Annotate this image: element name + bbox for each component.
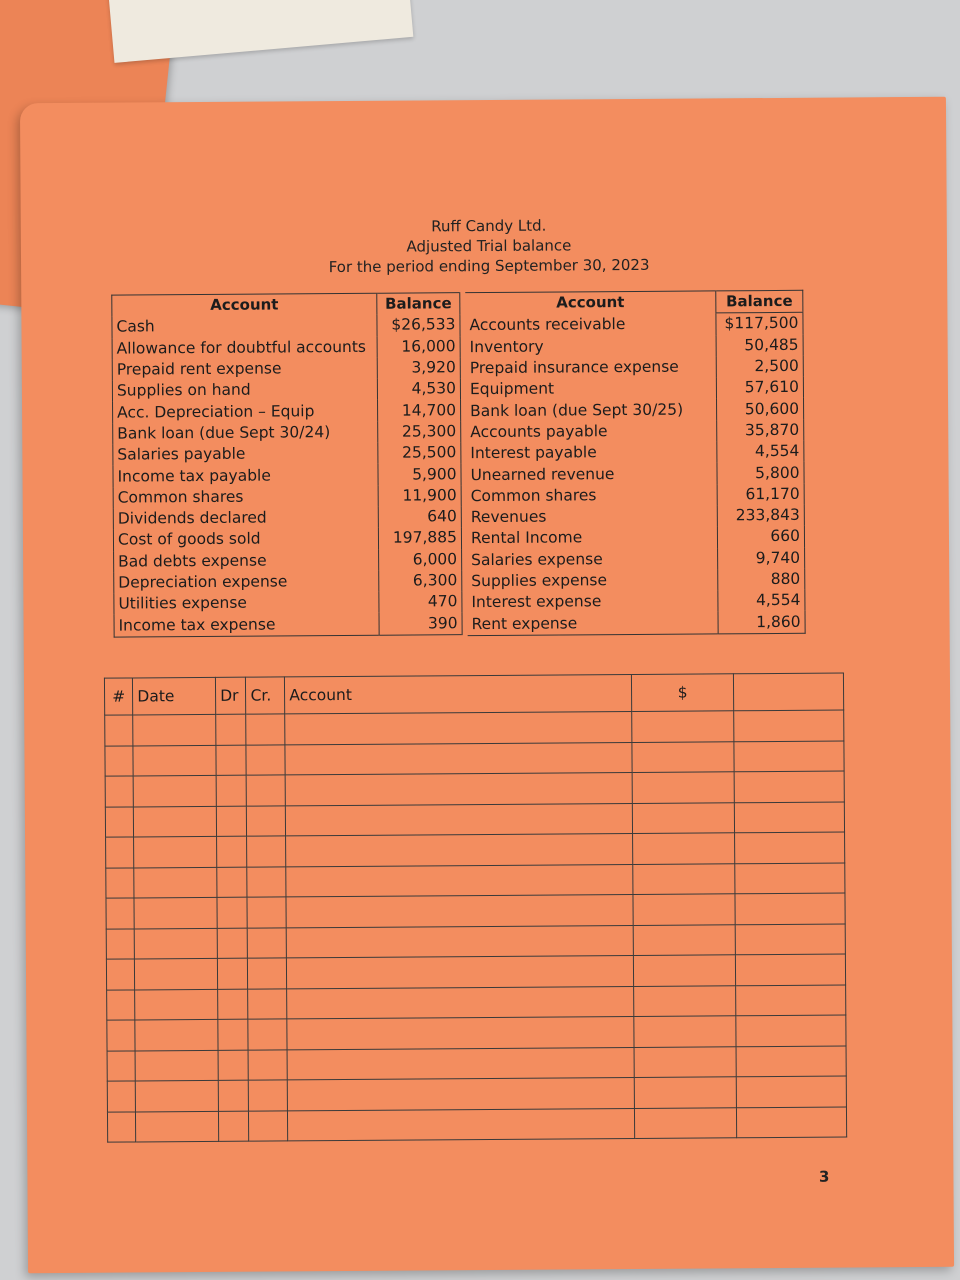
left-balance-cell: 6,000 (379, 549, 462, 571)
journal-credit-cell[interactable] (246, 744, 285, 775)
left-account-cell: Supplies on hand (112, 379, 377, 402)
journal-account-cell[interactable] (285, 711, 632, 744)
journal-account-cell[interactable] (285, 742, 632, 775)
journal-credit-cell[interactable] (248, 988, 287, 1019)
journal-debit-cell[interactable] (216, 745, 247, 776)
journal-credit-cell[interactable] (249, 1080, 288, 1111)
right-balance-cell: 50,600 (744, 399, 800, 418)
journal-amount-cell[interactable] (633, 863, 735, 894)
right-account-cell: Prepaid insurance expense (466, 356, 717, 379)
journal-extra-cell[interactable] (734, 802, 844, 833)
left-account-cell: Dividends declared (113, 507, 378, 530)
right-balance-cell: 5,800 (755, 463, 800, 482)
left-account-cell: Income tax payable (113, 464, 378, 487)
journal-amount-cell[interactable] (634, 1046, 736, 1077)
journal-account-cell[interactable] (286, 925, 633, 958)
journal-extra-cell[interactable] (736, 1015, 846, 1046)
left-balance-row (114, 570, 462, 594)
right-account-cell: Inventory (466, 335, 717, 358)
left-account-header: Account (112, 293, 377, 317)
left-balance-row (113, 400, 461, 424)
journal-extra-cell[interactable] (735, 954, 845, 985)
journal-date-cell[interactable] (133, 714, 216, 745)
right-balance-row (467, 505, 805, 529)
journal-credit-cell[interactable] (247, 775, 286, 806)
left-balance-cell: 390 (379, 613, 462, 635)
left-balance-cell: 16,000 (377, 336, 460, 358)
journal-credit-header: Cr. (246, 677, 285, 714)
journal-number-cell[interactable] (107, 989, 136, 1020)
journal-extra-cell[interactable] (734, 832, 844, 863)
right-balance-cell: 660 (770, 527, 801, 546)
right-account-cell: Bank loan (due Sept 30/25) (466, 399, 717, 422)
trial-balance-right (465, 290, 805, 636)
page-number: 3 (818, 1167, 830, 1186)
journal-amount-header: $ (632, 674, 734, 712)
journal-number-cell[interactable] (106, 837, 135, 868)
journal-extra-cell[interactable] (735, 893, 845, 924)
right-balance-row (467, 569, 805, 593)
left-balance-row (113, 421, 461, 445)
journal-number-cell[interactable] (106, 959, 135, 990)
journal-extra-cell[interactable] (734, 771, 844, 802)
journal-date-cell[interactable] (134, 806, 217, 837)
right-balance-row (466, 334, 804, 358)
right-balance-row (467, 547, 805, 571)
journal-amount-cell[interactable] (634, 1016, 736, 1047)
journal-number-cell[interactable] (105, 806, 134, 837)
journal-date-cell[interactable] (134, 928, 217, 959)
journal-number-header: # (104, 678, 133, 715)
left-balance-cell: 5,900 (378, 464, 461, 486)
left-balance-row (113, 442, 461, 466)
right-balance-row (466, 462, 804, 486)
right-account-cell: Revenues (467, 505, 718, 528)
white-paper-edge (107, 0, 414, 63)
journal-debit-cell[interactable] (217, 867, 248, 898)
left-balance-row (113, 464, 461, 488)
journal-date-header: Date (133, 677, 216, 715)
journal-account-cell[interactable] (287, 1047, 634, 1080)
journal-credit-cell[interactable] (247, 836, 286, 867)
report-title: Adjusted Trial balance (406, 236, 572, 256)
journal-number-cell[interactable] (105, 776, 134, 807)
journal-credit-cell[interactable] (247, 897, 286, 928)
journal-amount-cell[interactable] (634, 955, 736, 986)
journal-entry-table (104, 673, 847, 1143)
left-balance-row (114, 613, 462, 637)
company-name: Ruff Candy Ltd. (431, 216, 547, 236)
left-account-cell: Income tax expense (114, 613, 379, 637)
left-balance-cell: 640 (378, 506, 461, 528)
right-balance-cell: 50,485 (744, 335, 799, 354)
journal-amount-cell[interactable] (632, 711, 734, 742)
journal-date-cell[interactable] (133, 745, 216, 776)
left-balance-cell: 197,885 (378, 527, 461, 549)
journal-account-header: Account (285, 674, 632, 713)
left-account-cell: Salaries payable (113, 443, 378, 466)
right-account-cell: Accounts payable (466, 420, 717, 443)
report-heading (21, 213, 947, 279)
left-balance-cell: 25,300 (378, 421, 461, 443)
journal-amount-cell[interactable] (633, 802, 735, 833)
journal-amount-cell[interactable] (633, 894, 735, 925)
journal-credit-cell[interactable] (248, 927, 287, 958)
journal-credit-cell[interactable] (248, 958, 287, 989)
left-balance-cell: 4,530 (377, 378, 460, 400)
journal-number-cell[interactable] (107, 1081, 136, 1112)
journal-account-cell[interactable] (288, 1077, 635, 1110)
right-balance-row (466, 356, 804, 380)
journal-number-cell[interactable] (105, 715, 134, 746)
left-account-cell: Bad debts expense (114, 549, 379, 572)
journal-debit-cell[interactable] (216, 714, 247, 745)
report-period: For the period ending September 30, 2023 (328, 255, 650, 277)
left-balance-cell: 470 (379, 591, 462, 613)
right-balance-header: Balance (716, 290, 803, 313)
journal-amount-cell[interactable] (635, 1107, 737, 1138)
journal-extra-cell[interactable] (736, 1046, 846, 1077)
left-account-cell: Acc. Depreciation – Equip (113, 400, 378, 423)
worksheet-page (20, 97, 954, 1273)
journal-account-cell[interactable] (286, 864, 633, 897)
journal-debit-cell[interactable] (217, 958, 248, 989)
left-balance-row (113, 485, 461, 509)
journal-date-cell[interactable] (134, 897, 217, 928)
right-balance-row (468, 611, 806, 635)
journal-credit-cell[interactable] (247, 866, 286, 897)
left-balance-cell: 14,700 (378, 400, 461, 422)
journal-extra-header (733, 673, 843, 711)
journal-credit-cell[interactable] (249, 1049, 288, 1080)
journal-account-cell[interactable] (285, 772, 632, 805)
right-balance-row (466, 441, 804, 465)
left-balance-cell: 6,300 (379, 570, 462, 592)
right-account-cell: Rental Income (467, 527, 718, 550)
journal-account-cell[interactable] (286, 894, 633, 927)
right-balance-cell: 4,554 (755, 591, 801, 610)
journal-debit-cell[interactable] (218, 1019, 249, 1050)
journal-debit-cell[interactable] (217, 836, 248, 867)
left-balance-row (114, 549, 462, 573)
journal-date-cell[interactable] (133, 775, 216, 806)
journal-date-cell[interactable] (136, 1080, 219, 1111)
left-account-cell: Common shares (113, 485, 378, 508)
right-balance-row (466, 377, 804, 401)
right-balance-cell: 9,740 (755, 548, 801, 567)
journal-amount-cell[interactable] (634, 985, 736, 1016)
right-balance-row (467, 526, 805, 550)
journal-amount-cell[interactable] (633, 833, 735, 864)
journal-date-cell[interactable] (135, 958, 218, 989)
journal-number-cell[interactable] (107, 1050, 136, 1081)
left-balance-row (113, 506, 461, 530)
right-balance-cell: 35,870 (744, 420, 800, 440)
journal-credit-cell[interactable] (247, 805, 286, 836)
journal-extra-cell[interactable] (736, 1076, 846, 1107)
left-balance-row (112, 357, 460, 381)
journal-debit-cell[interactable] (219, 1111, 250, 1142)
journal-date-cell[interactable] (134, 867, 217, 898)
journal-amount-cell[interactable] (632, 772, 734, 803)
journal-debit-header: Dr (216, 677, 247, 714)
journal-debit-cell[interactable] (217, 928, 248, 959)
journal-row (107, 1107, 846, 1143)
left-account-cell: Cash (112, 315, 377, 338)
journal-credit-cell[interactable] (248, 1019, 287, 1050)
left-account-cell: Cost of goods sold (113, 528, 378, 551)
right-account-cell: Interest expense (467, 591, 718, 614)
right-account-cell: Accounts receivable (465, 313, 716, 337)
right-balance-row (466, 420, 804, 444)
journal-number-cell[interactable] (106, 928, 135, 959)
journal-amount-cell[interactable] (632, 741, 734, 772)
journal-account-cell[interactable] (287, 955, 634, 988)
journal-credit-cell[interactable] (249, 1110, 288, 1141)
journal-date-cell[interactable] (134, 836, 217, 867)
journal-extra-cell[interactable] (735, 985, 845, 1016)
right-balance-cell: 57,610 (744, 378, 799, 397)
left-account-cell: Depreciation expense (114, 571, 379, 594)
journal-credit-cell[interactable] (246, 714, 285, 745)
right-balance-row (466, 398, 804, 422)
journal-number-cell[interactable] (105, 745, 134, 776)
journal-debit-cell[interactable] (218, 989, 249, 1020)
journal-number-cell[interactable] (106, 867, 135, 898)
journal-date-cell[interactable] (136, 1111, 219, 1142)
journal-extra-cell[interactable] (736, 1107, 846, 1138)
journal-number-cell[interactable] (107, 1020, 136, 1051)
right-balance-cell: 2,500 (754, 356, 799, 376)
left-balance-cell: $26,533 (377, 314, 460, 336)
left-balance-cell: 3,920 (377, 357, 460, 379)
journal-extra-cell[interactable] (734, 741, 844, 772)
journal-debit-cell[interactable] (218, 1050, 249, 1081)
right-balance-cell: $117,500 (724, 314, 799, 333)
left-account-cell: Allowance for doubtful accounts (112, 336, 377, 359)
right-account-cell: Equipment (466, 378, 717, 401)
trial-balance-left (111, 292, 462, 637)
right-account-cell: Unearned revenue (466, 463, 717, 486)
left-balance-cell: 25,500 (378, 442, 461, 464)
left-balance-row (112, 336, 460, 360)
right-account-cell: Rent expense (468, 612, 719, 636)
right-balance-cell: 233,843 (735, 505, 800, 525)
right-balance-cell: 4,554 (754, 442, 800, 461)
right-balance-row (465, 313, 803, 337)
journal-extra-cell[interactable] (734, 710, 844, 741)
journal-account-cell[interactable] (287, 1016, 634, 1049)
journal-amount-cell[interactable] (633, 924, 735, 955)
right-account-cell: Interest payable (466, 441, 717, 464)
right-balance-cell: 61,170 (745, 484, 800, 504)
journal-account-cell[interactable] (286, 833, 633, 866)
right-balance-cell: 1,860 (756, 612, 801, 631)
journal-extra-cell[interactable] (735, 924, 845, 955)
journal-date-cell[interactable] (135, 989, 218, 1020)
left-balance-row (112, 314, 460, 338)
right-account-cell: Supplies expense (467, 569, 718, 592)
right-account-cell: Salaries expense (467, 548, 718, 571)
journal-number-cell[interactable] (106, 898, 135, 929)
right-balance-row (467, 483, 805, 507)
right-balance-cell: 880 (770, 569, 801, 589)
journal-account-cell[interactable] (288, 1108, 635, 1141)
journal-date-cell[interactable] (135, 1050, 218, 1081)
journal-debit-cell[interactable] (216, 806, 247, 837)
right-account-header: Account (465, 291, 716, 315)
journal-number-cell[interactable] (107, 1111, 136, 1142)
left-balance-cell: 11,900 (378, 485, 461, 507)
journal-debit-cell[interactable] (216, 775, 247, 806)
left-account-cell: Prepaid rent expense (112, 358, 377, 381)
journal-account-cell[interactable] (286, 803, 633, 836)
journal-date-cell[interactable] (135, 1019, 218, 1050)
journal-debit-cell[interactable] (217, 897, 248, 928)
left-balance-row (114, 591, 462, 615)
right-account-cell: Common shares (467, 484, 718, 507)
journal-account-cell[interactable] (287, 986, 634, 1019)
left-balance-row (113, 527, 461, 551)
right-balance-row (467, 590, 805, 614)
left-balance-row (112, 378, 460, 402)
journal-debit-cell[interactable] (218, 1080, 249, 1111)
left-account-cell: Utilities expense (114, 592, 379, 615)
left-account-cell: Bank loan (due Sept 30/24) (113, 422, 378, 445)
journal-extra-cell[interactable] (735, 863, 845, 894)
journal-amount-cell[interactable] (634, 1077, 736, 1108)
left-balance-header: Balance (377, 293, 460, 315)
